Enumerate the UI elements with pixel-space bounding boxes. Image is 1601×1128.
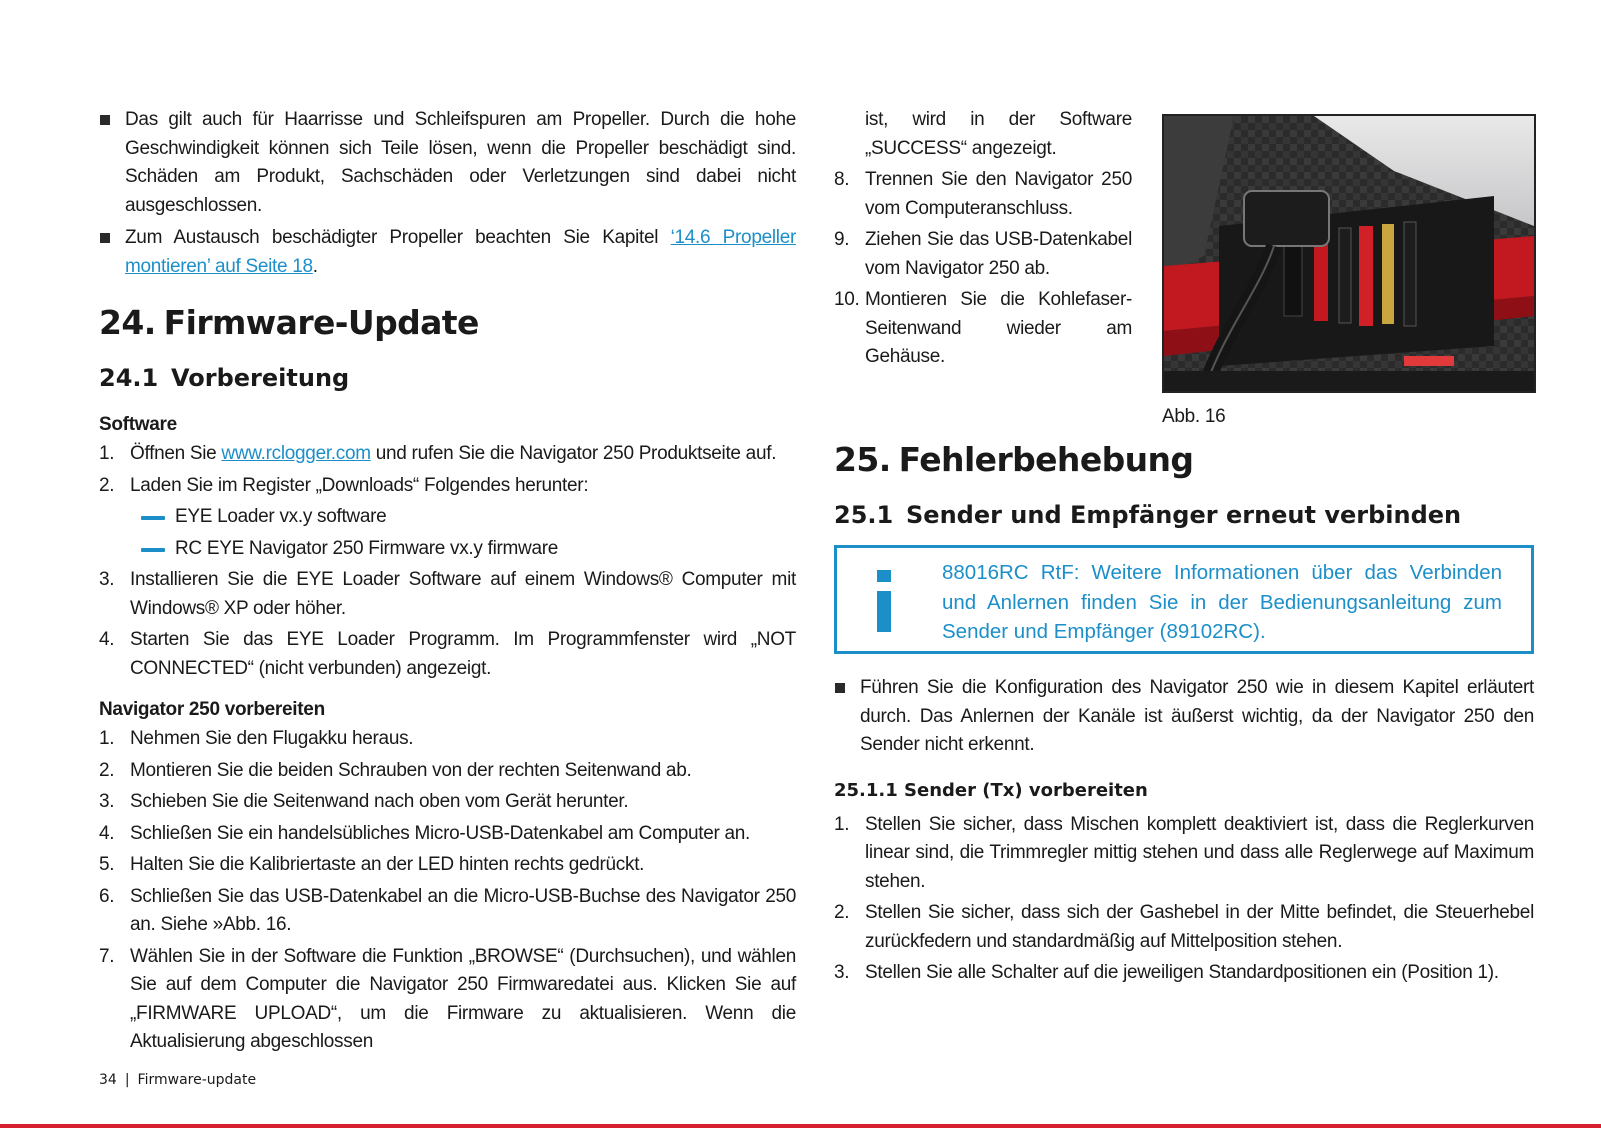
list-item: 5. Halten Sie die Kalibriertaste an der LED hinten rechts gedrückt.: [99, 854, 645, 875]
warning-bullets: [99, 106, 796, 281]
middle-column: [834, 106, 1132, 375]
figure-caption: Abb. 16: [1162, 406, 1226, 427]
page-number: 34: [99, 1072, 117, 1088]
list-item: 9. Ziehen Sie das USB-Datenkabel vom Navigator 250 ab.: [834, 229, 1132, 279]
list-item: 10. Montieren Sie die Kohlefaser-Seitenwand wieder am Gehäuse.: [834, 289, 1132, 367]
list-item: 2. Laden Sie im Register „Downloads“ Folgendes herunter:: [99, 474, 589, 496]
info-box: [834, 545, 1534, 654]
bullet-item: Das gilt auch für Haarrisse und Schleifspuren am Propeller. Durch die hohe Geschwindigkeit können sich Teile lösen, wenn die Propeller beschädigt sind. Schäden am Produkt, Sachschäden oder Verletzungen sind dabei nicht ausgeschlossen.: [99, 106, 796, 220]
list-item: 3. Installieren Sie die EYE Loader Software auf einem Windows® Computer mit Windows® XP oder höher.: [99, 569, 796, 619]
software-heading: Software: [99, 414, 177, 435]
footer-section: Firmware-update: [137, 1072, 257, 1088]
subsection-heading: 24.1 Vorbereitung: [99, 364, 350, 392]
download-item: RC EYE Navigator 250 Firmware vx.y firmware: [130, 535, 796, 564]
list-item: 2. Montieren Sie die beiden Schrauben von der rechten Seitenwand ab.: [99, 759, 692, 781]
bullet-item: Zum Austausch beschädigter Propeller beachten Sie Kapitel ‘14.6 Propeller montieren’ auf Seite 18.: [99, 224, 796, 281]
list-item: 6. Schließen Sie das USB-Datenkabel an die Micro-USB-Buchse des Navigator 250 an. Siehe »Abb. 16.: [99, 885, 796, 935]
footer-rule: [0, 1124, 1601, 1128]
info-text: 88016RC RtF: Weitere Informationen über das Verbinden und Anlernen finden Sie in der Bedienungsanleitung zum Sender und Empfänger (89102RC).: [942, 561, 1502, 643]
website-link[interactable]: www.rclogger.com: [221, 443, 371, 464]
list-item: 2. Stellen Sie sicher, dass sich der Gashebel in der Mitte befindet, die Steuerhebel zurückfedern und standardmäßig auf Mittelposition stehen.: [834, 902, 1534, 952]
download-item: EYE Loader vx.y software: [130, 503, 796, 532]
list-item: 4. Starten Sie das EYE Loader Programm. Im Programmfenster wird „NOT CONNECTED“ (nicht verbunden) angezeigt.: [99, 629, 796, 679]
download-list: [99, 503, 796, 563]
left-column: [99, 106, 796, 1060]
right-column: [834, 440, 1534, 991]
sender-steps: [834, 811, 1534, 988]
navigator-heading: Navigator 250 vorbereiten: [99, 699, 325, 720]
navigator-steps-cont: [834, 166, 1132, 372]
section-heading: 25. Fehlerbehebung: [834, 440, 1194, 479]
navigator-steps: [99, 725, 796, 1057]
page-footer: 34 | Firmware-update: [99, 1072, 257, 1088]
subsection-heading: 25.1 Sender und Empfänger erneut verbinden: [834, 501, 1462, 529]
subsubsection-heading: 25.1.1 Sender (Tx) vorbereiten: [834, 779, 1148, 801]
step-continuation: ist, wird in der Software „SUCCESS“ angezeigt.: [865, 109, 1132, 159]
list-item: 3. Stellen Sie alle Schalter auf die jeweiligen Standardpositionen ein (Position 1).: [834, 962, 1499, 983]
list-item: 1. Nehmen Sie den Flugakku heraus.: [99, 728, 414, 749]
bullet-item: Führen Sie die Konfiguration des Navigator 250 wie in diesem Kapitel erläutert durch. Das Anlernen der Kanäle ist äußerst wichtig, da der Navigator 250 den Sender nicht erkennt.: [834, 674, 1534, 760]
list-item: 4. Schließen Sie ein handelsübliches Micro-USB-Datenkabel am Computer an.: [99, 822, 751, 844]
section-heading: 24. Firmware-Update: [99, 303, 479, 342]
config-bullets: [834, 674, 1534, 760]
list-item: 1. Öffnen Sie www.rclogger.com und rufen Sie die Navigator 250 Produktseite auf.: [99, 443, 777, 464]
info-icon: [875, 570, 893, 632]
list-item: 8. Trennen Sie den Navigator 250 vom Computeranschluss.: [834, 169, 1132, 219]
software-steps-cont: [99, 566, 796, 683]
list-item: 3. Schieben Sie die Seitenwand nach oben vom Gerät herunter.: [99, 791, 629, 812]
chapter-link[interactable]: ‘14.6 Propeller montieren’ auf Seite 18: [125, 227, 796, 277]
software-steps: [99, 440, 796, 500]
figure-photo: [1162, 114, 1536, 393]
list-item: 1. Stellen Sie sicher, dass Mischen komplett deaktiviert ist, dass die Reglerkurven linear sind, die Trimmregler mittig stehen und dass alle Reglerwege auf Maximum stehen.: [834, 813, 1534, 892]
list-item: 7. Wählen Sie in der Software die Funktion „BROWSE“ (Durchsuchen), und wählen Sie auf dem Computer die Navigator 250 Firmwaredatei aus. Klicken Sie auf „FIRMWARE UPLOAD“, um die Firmware zu aktualisieren. Wenn die Aktualisierung abgeschlossen: [99, 945, 796, 1052]
usb-connection-photo: [1164, 116, 1534, 391]
